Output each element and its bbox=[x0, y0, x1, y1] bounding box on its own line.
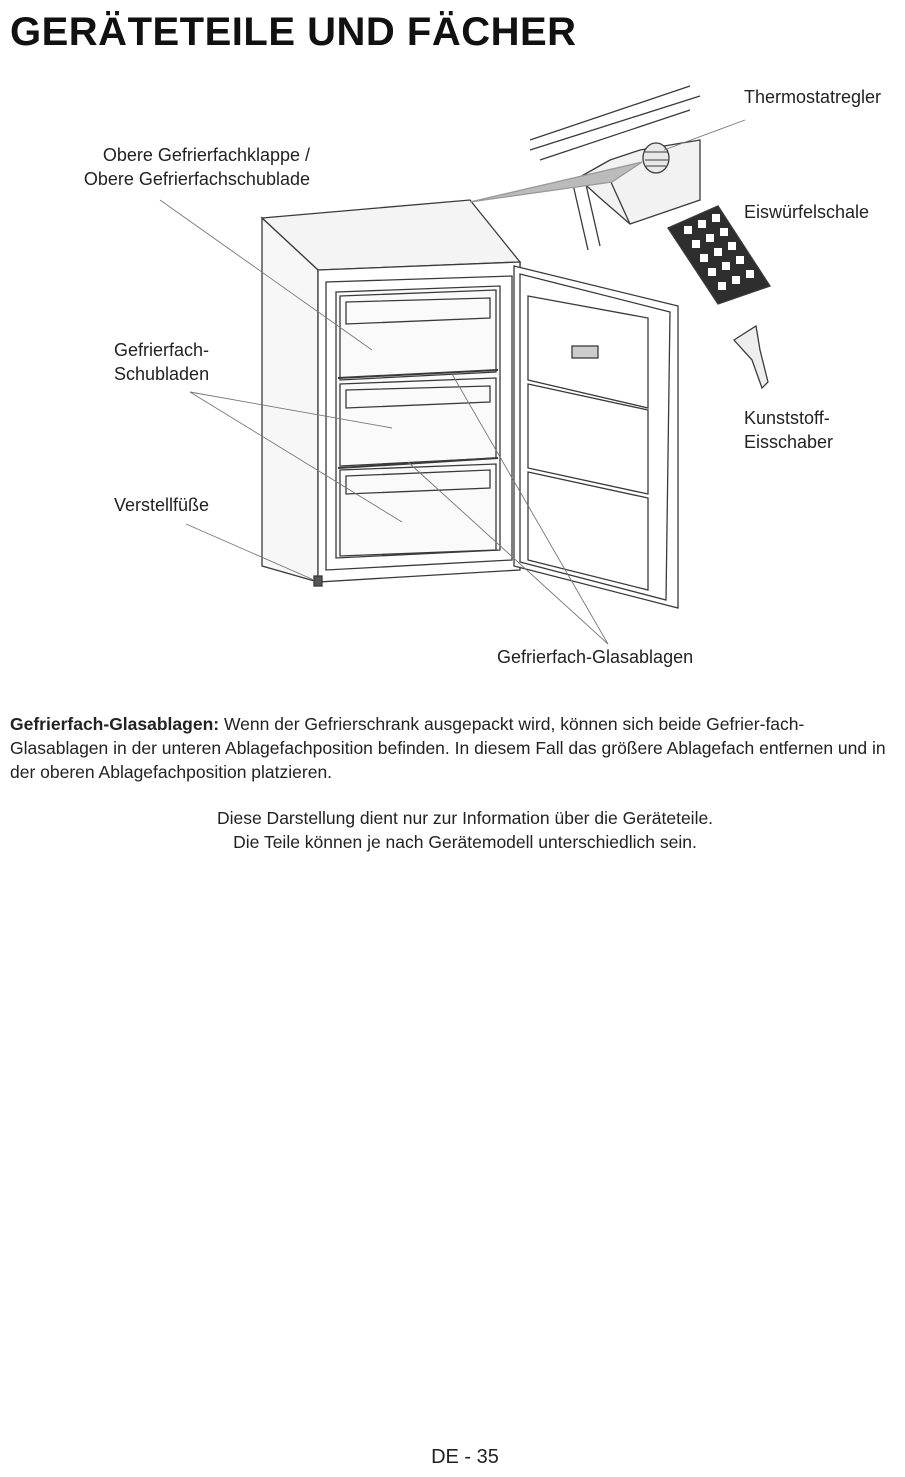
glass-shelves-info-text: Wenn der Gefrierschrank ausgepackt wird, können sich beide Gefrier-fach-Glasablagen in der unteren Ablagefachposition befinden. In diesem Fall das größere Ablagefach entfernen und in der oberen Ablagefachposition platzieren. bbox=[10, 714, 886, 782]
label-adjustable-feet: Verstellfüße bbox=[114, 495, 210, 515]
disclaimer-line2: Die Teile können je nach Gerätemodell unterschiedlich sein. bbox=[233, 832, 697, 852]
glass-shelves-info-heading: Gefrierfach-Glasablagen: bbox=[10, 714, 220, 734]
label-glass-shelves: Gefrierfach-Glasablagen bbox=[497, 647, 694, 667]
label-upper-freezer-flap bbox=[30, 143, 310, 191]
disclaimer-line1: Diese Darstellung dient nur zur Information über die Geräteteile. bbox=[216, 808, 714, 828]
label-ice-scraper-line2: Eisschaber bbox=[744, 432, 834, 452]
label-freezer-drawers-line2: Schubladen bbox=[114, 364, 210, 384]
label-freezer-drawers-line1: Gefrierfach- bbox=[114, 340, 210, 360]
disclaimer bbox=[0, 806, 905, 854]
label-upper-freezer-flap-line1: Obere Gefrierfachklappe / bbox=[102, 145, 310, 165]
label-ice-scraper-line1: Kunststoff- bbox=[744, 408, 830, 428]
label-thermostat: Thermostatregler bbox=[744, 87, 882, 107]
label-ice-scraper bbox=[744, 406, 833, 454]
appliance-parts-diagram bbox=[0, 70, 905, 680]
glass-shelves-info bbox=[10, 712, 900, 784]
page-title: GERÄTETEILE UND FÄCHER bbox=[10, 10, 577, 54]
label-freezer-drawers bbox=[114, 338, 209, 386]
label-ice-cube-tray: Eiswürfelschale bbox=[744, 202, 870, 222]
label-upper-freezer-flap-line2: Obere Gefrierfachschublade bbox=[83, 169, 310, 189]
page-number: DE - 35 bbox=[431, 1446, 499, 1468]
